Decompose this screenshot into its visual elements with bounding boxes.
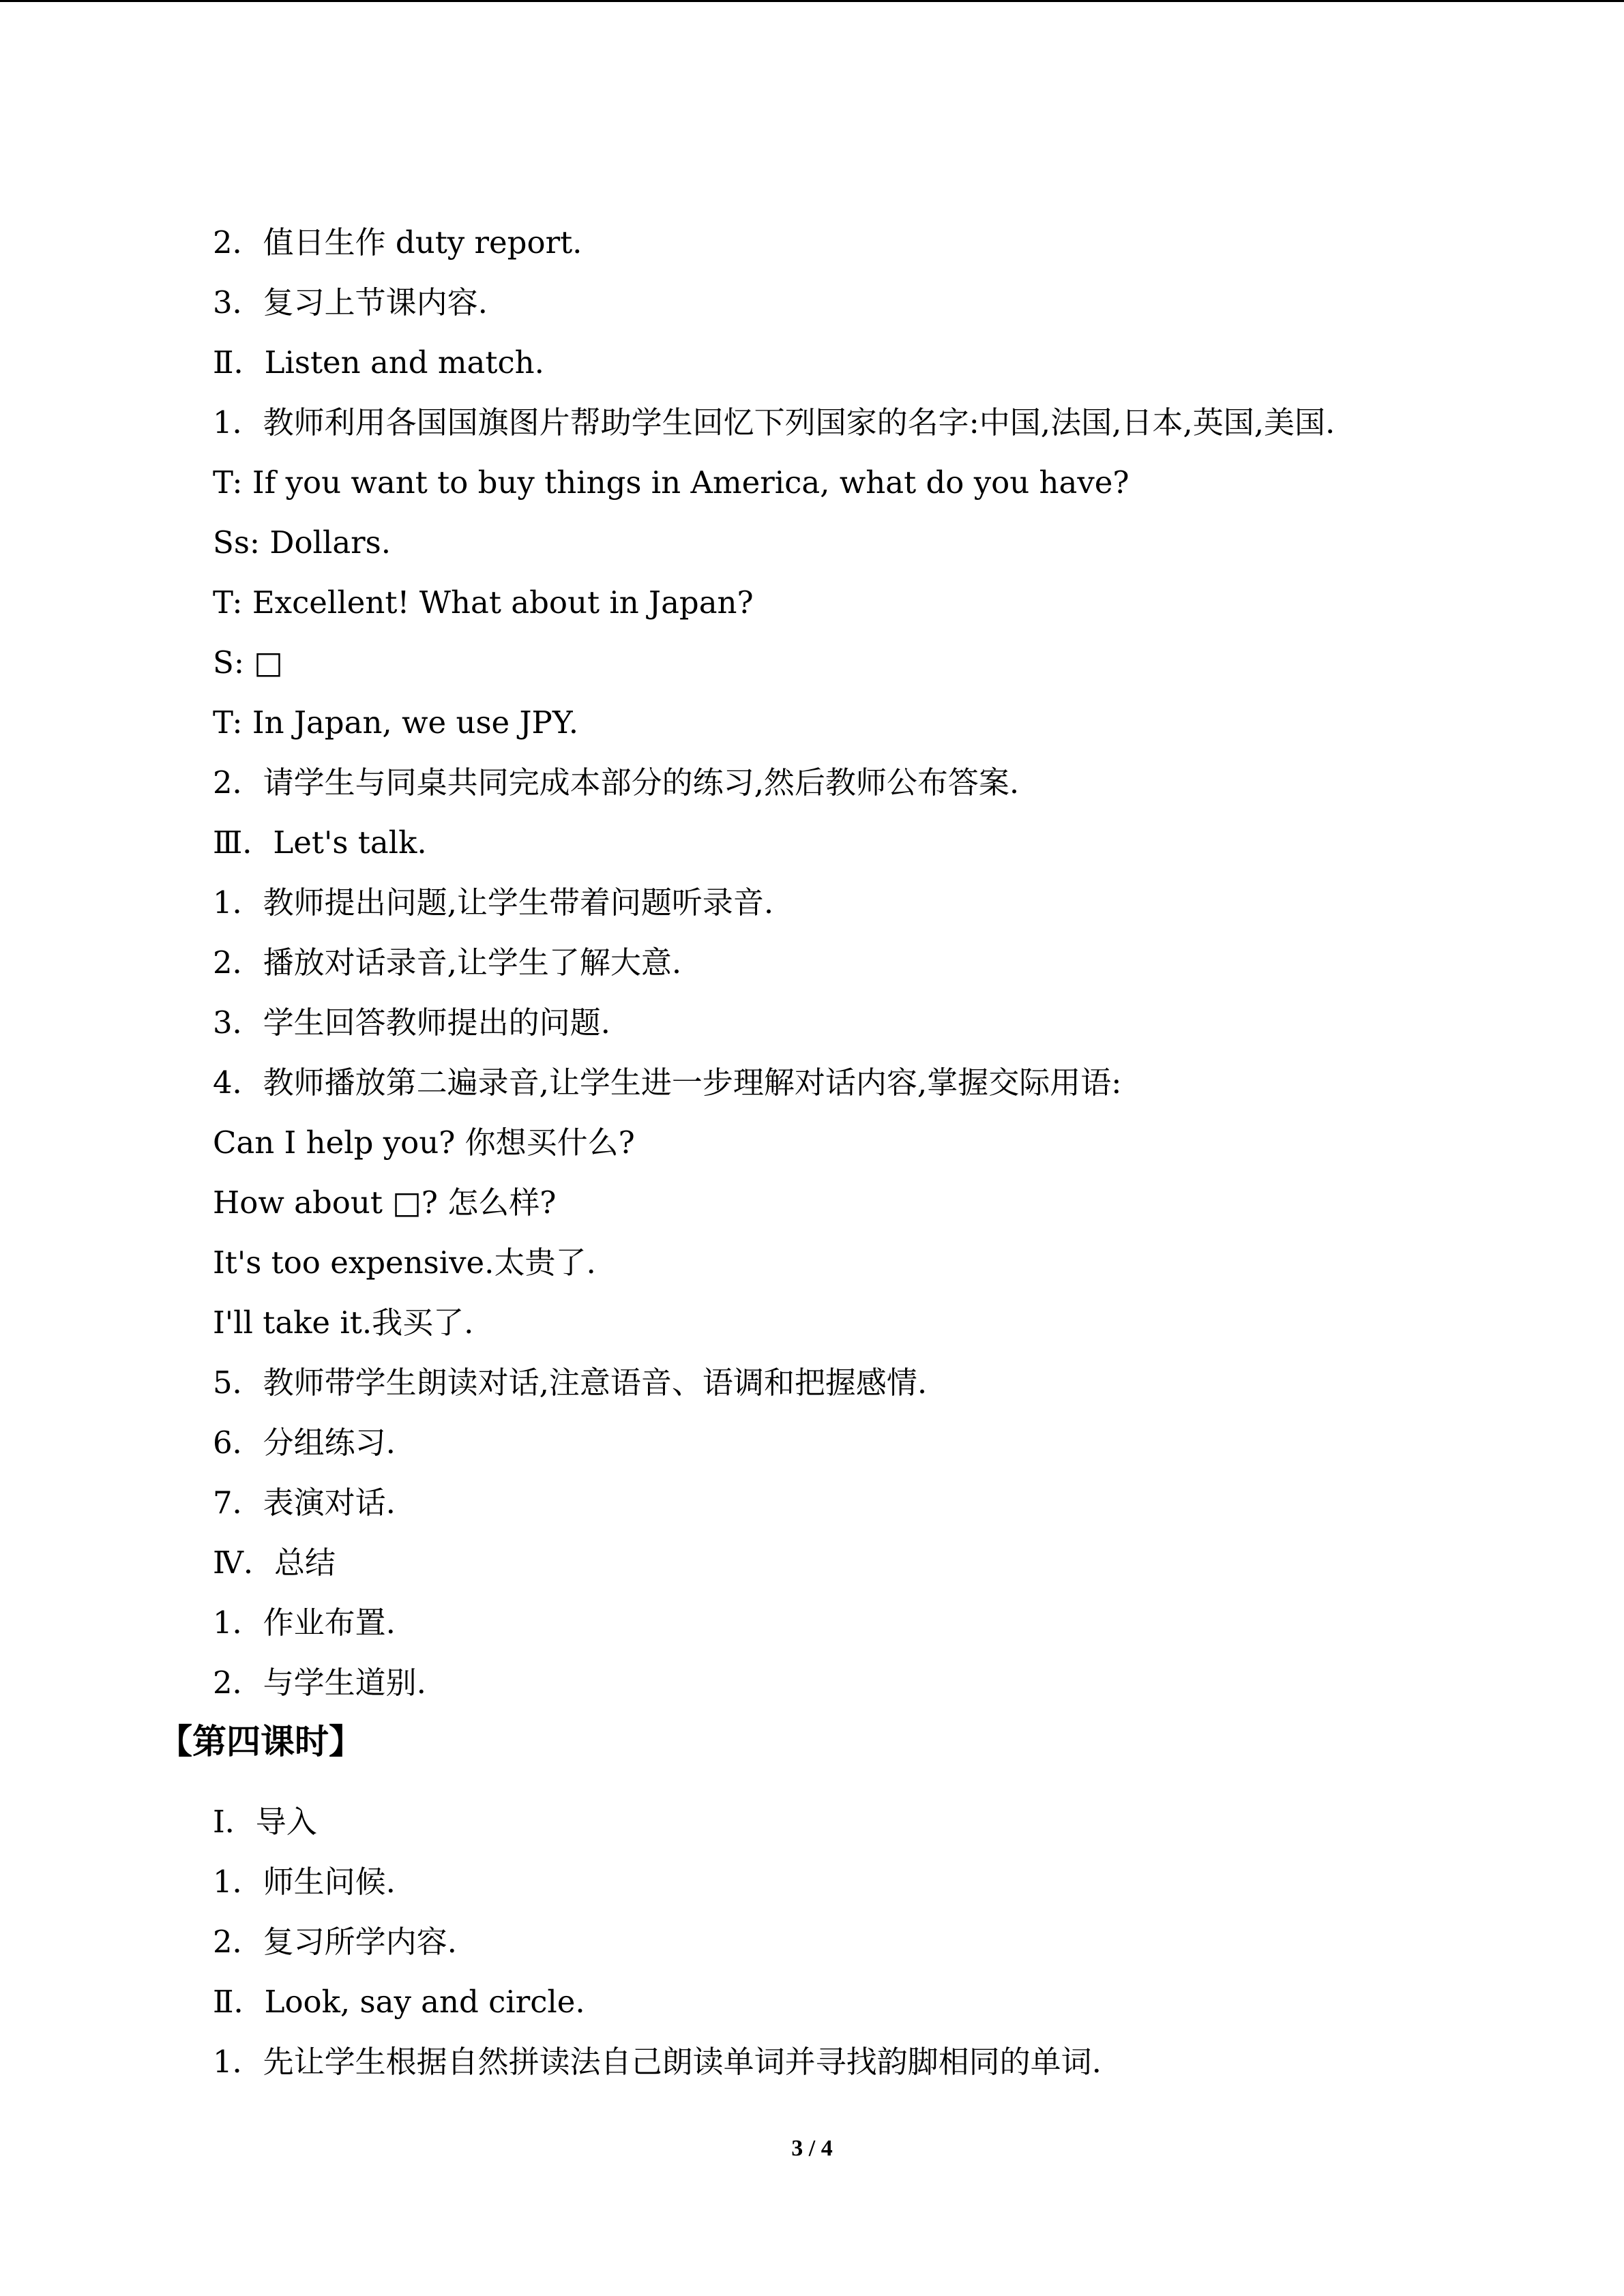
dialogue-line: T: In Japan, we use JPY. — [213, 704, 579, 741]
section-subheading: Ⅳ．总结 — [213, 1545, 336, 1581]
text-line: 1．先让学生根据自然拼读法自己朗读单词并寻找韵脚相同的单词. — [213, 2044, 1102, 2080]
section-subheading: Ⅱ．Listen and match. — [213, 344, 544, 381]
text-line: 2．播放对话录音,让学生了解大意. — [213, 944, 682, 981]
text-line: 2．复习所学内容. — [213, 1924, 457, 1960]
text-line: 2．请学生与同桌共同完成本部分的练习,然后教师公布答案. — [213, 764, 1020, 801]
text-line: 3．学生回答教师提出的问题. — [213, 1004, 610, 1041]
text-line: 6．分组练习. — [213, 1425, 396, 1461]
text-line: 5．教师带学生朗读对话,注意语音、语调和把握感情. — [213, 1365, 928, 1401]
top-border-rule — [0, 0, 1624, 2]
dialogue-line: T: If you want to buy things in America, what do you have? — [213, 464, 1130, 501]
text-line: 4．教师播放第二遍录音,让学生进一步理解对话内容,掌握交际用语: — [213, 1064, 1122, 1101]
text-line: 1．作业布置. — [213, 1605, 396, 1641]
text-line: 1．师生问候. — [213, 1864, 396, 1900]
dialogue-line: Ss: Dollars. — [213, 524, 392, 561]
text-line: 7．表演对话. — [213, 1485, 396, 1521]
section-subheading: Ⅲ．Let's talk. — [213, 824, 427, 861]
text-line: 1．教师利用各国国旗图片帮助学生回忆下列国家的名字:中国,法国,日本,英国,美国. — [213, 404, 1335, 441]
page-number: 3 / 4 — [791, 2136, 833, 2161]
section-subheading: Ⅰ．导入 — [213, 1804, 317, 1840]
phrase-line: How about □? 怎么样? — [213, 1184, 557, 1221]
dialogue-line: T: Excellent! What about in Japan? — [213, 584, 754, 621]
phrase-line: I'll take it.我买了. — [213, 1304, 474, 1341]
phrase-line: It's too expensive.太贵了. — [213, 1244, 596, 1281]
lesson-heading: 【第四课时】 — [158, 1722, 363, 1761]
text-line: 2．与学生道别. — [213, 1665, 426, 1701]
dialogue-line: S: □ — [213, 644, 283, 681]
section-subheading: Ⅱ．Look, say and circle. — [213, 1984, 585, 2020]
text-line: 2．值日生作 duty report. — [213, 224, 582, 260]
text-line: 1．教师提出问题,让学生带着问题听录音. — [213, 884, 774, 921]
lesson-body-part2 — [213, 1792, 1481, 2092]
phrase-line: Can I help you? 你想买什么? — [213, 1124, 635, 1161]
lesson-body-part1 — [213, 213, 1481, 1713]
text-line: 3．复习上节课内容. — [213, 284, 488, 320]
